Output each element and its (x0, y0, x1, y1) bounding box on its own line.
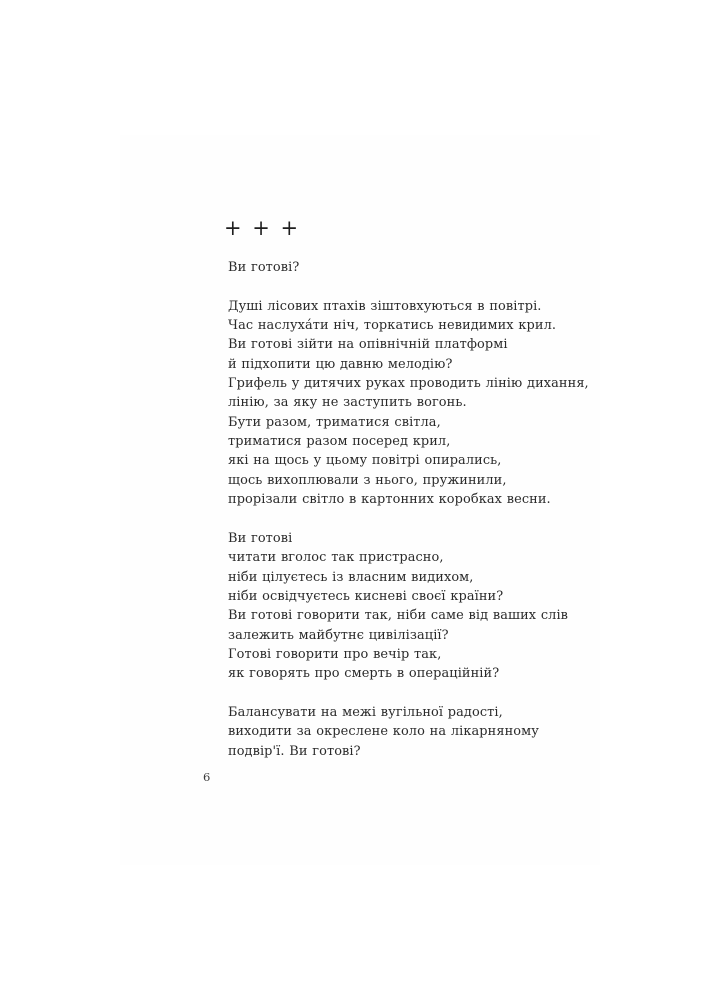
poem-line: Бути разом, триматися світла, (228, 414, 441, 430)
stanza-break (228, 277, 589, 296)
poem-line: Час наслуха́ти ніч, торкатись невидимих крил. (228, 318, 557, 334)
poem-line: виходити за окреслене коло на лікарняному (228, 724, 539, 740)
poem-line: ніби цілуєтесь із власним видихом, (228, 569, 474, 585)
poem-line: прорізали світло в картонних коробках весни. (228, 492, 551, 508)
poem-line: Ви готові зійти на опівнічній платформі (228, 337, 508, 353)
page-number: 6 (203, 770, 211, 784)
poem-line: залежить майбутнє цивілізації? (228, 627, 449, 643)
poem-line: які на щось у цьому повітрі опирались, (228, 453, 502, 469)
poem-line: й підхопити цю давню мелодію? (228, 356, 453, 372)
poem-line: ніби освідчуєтесь кисневі своєї країни? (228, 588, 504, 604)
poem-line: Грифель у дитячих руках проводить лінію дихання, (228, 376, 589, 392)
stanza-break (228, 684, 589, 703)
poem-line: триматися разом посеред крил, (228, 434, 451, 450)
poem-line: Ви готові (228, 530, 293, 546)
poem-line: Готові говорити про вечір так, (228, 646, 442, 662)
poem-line: Душі лісових птахів зіштовхуються в повітрі. (228, 298, 542, 314)
poem-line: читати вголос так пристрасно, (228, 550, 444, 566)
poem-line: подвір'ї. Ви готові? (228, 743, 361, 759)
poem-body (228, 258, 589, 761)
poem-line: Балансувати на межі вугільної радості, (228, 704, 503, 720)
poem-line: щось вихоплювали з нього, пружинили, (228, 472, 507, 488)
section-ornament: + + + (224, 216, 301, 240)
poem-intro-line: Ви готові? (228, 260, 300, 275)
poem-line: лінію, за яку не заступить вогонь. (228, 395, 467, 411)
stanza-break (228, 509, 589, 528)
poem-line: як говорять про смерть в операційній? (228, 666, 500, 682)
poem-line: Ви готові говорити так, ніби саме від ваших слів (228, 608, 569, 624)
